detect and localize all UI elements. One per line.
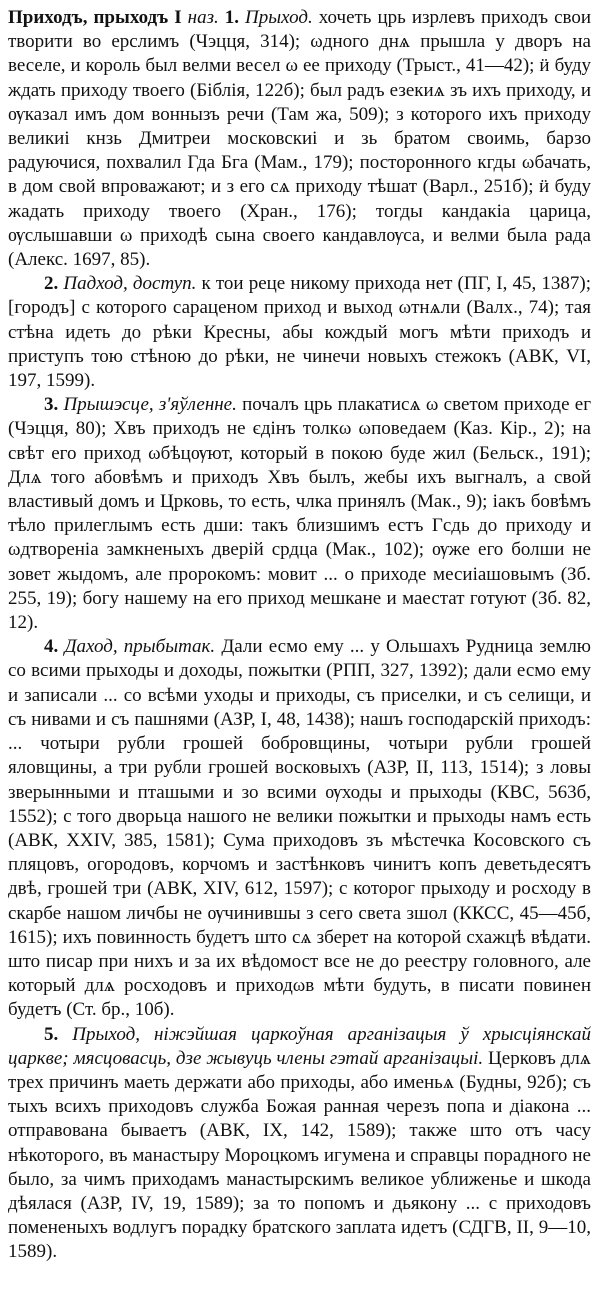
sense-3 [8,393,591,635]
entry-headword: Приходъ, прыходъ I [8,7,182,28]
sense-number: 3. [44,394,59,416]
sense-text: к тои реце никому прихода нет (ПГ, I, 45, 1387); [городъ] с которого сараценом приход и выход ωтнѧли (Валх., 74); тая стѣна идеть до рѣки Кресны, абы кождый могъ мѣти приходъ и приступъ тою стѣною до рѣки, не чинечи новыхъ стежокъ (АВК, VI, 197, 1599). [8,273,591,392]
sense-number: 2. [44,273,59,295]
sense-number: 4. [44,636,59,658]
sense-5 [8,1023,591,1265]
sense-gloss: Падход, доступ. [63,273,197,295]
sense-2 [8,272,591,393]
sense-gloss: Прыход, ніжэйшая царкоўная арганізацыя ў хрысціянскай царкве; мясцовасць, дзе жывуць члены гэтай арганізацыі. [8,1023,591,1069]
sense-number: 5. [44,1023,59,1045]
sense-text: Дали есмо ему ... у Ольшахъ Рудница землю со всими прыходы и доходы, пожытки (РПП, 327, 1392); дали есмо ему и записали ... со всѣми уходы и приходы, съ приселки, и съ селищи, и съ нивами и съ пашнями (АЗР, I, 48, 1438); нашъ господарскій приходъ: ... чотыри рубли грошей бобровщины, чотыри рубли грошей яловщины, а три рубли грошей восковыхъ (АЗР, II, 113, 1514); з ловы зверынными и пташыми и зо всими ѹходы и прыходы (КВС, 563б, 1552); с того дворьца нашого не велики пожытки и прыходы намъ есть (АВК, XXIV, 385, 1581); Сума приходовъ зъ мѣстечка Косовского съ пляцовъ, огородовъ, корчомъ и застѣнковъ чинитъ копъ деветьдесятъ двѣ, грошей три (АВК, XIV, 612, 1597); с которог прыходу и росходу в скарбе нашом личбы не ѹчинившы з сего света зшол (ККСС, 45—45б, 1615); ихъ повинность будетъ што сѧ зберет на которой схажцѣ вѣдати. што писар при нихъ и за их вѣдомост все не до реестру головного, але который длѧ росходовъ и приходωв мѣти будуть, в писати повинен будетъ (Ст. бр., 10б). [8,636,592,1021]
sense-text: почалъ црь плакатисѧ ω светом приходе ег (Чэцця, 80); Хвъ приходъ не єдінъ толкω ωповедаем (Каз. Кір., 2); на свѣт его приход ωбѣцѹют, который в покою буде жил (Бельск., 191); Длѧ того абовѣмъ и приходъ Хвъ былъ, жебы ихъ выгналъ, а свой властивый домъ и Црковь, то есть, члка принялъ (Мак., 9); іакъ бовѣмъ тѣло прилеглымъ есть дши: такъ близшимъ естъ Гсдь до приходу и ωдтвореніа замкненыхъ дверій срдца (Мак., 102); ѹже его болши не зовет жыдомъ, але пророкомъ: мовит ... о приходе месиіашовымъ (Зб. 255, 19); богу нашему на его приход мешкане и маестат готуют (Зб. 82, 12). [8,394,592,634]
sense-1 [8,6,591,272]
sense-4 [8,635,591,1022]
sense-gloss: Даход, прыбытак. [64,636,216,658]
sense-text: Церковъ длѧ трех причинъ маеть держати або приходы, або именьѧ (Будны, 92б); съ тыхъ всихъ приходовъ служба Божая ранная черезъ попа и діакона ... отправована бываетъ (АВК, IX, 142, 1589); также што отъ часу нѣкоторого, въ манастыру Мороцкомъ игумена и справцы порадного не было, за чимъ приходамъ манастырскимъ великое уближенье и шкода дѣялася (АЗР, IV, 19, 1589); за то попомъ и дьякону ... с приходовъ помененыхъ водлугъ порадку братского заплата идетъ (СДГВ, II, 9—10, 1589). [8,1047,592,1263]
sense-gloss: Прыход. [245,7,313,28]
sense-text: хочеть црь изрлевъ приходъ свои творити во ерслимъ (Чэцця, 314); ωдного днѧ прышла у дворъ на веселе, и король был велми весел ω ее приходу (Трыст., 41—42); ӥ буду ждать приходу твоего (Біблія, 122б); был радъ езекиѧ зъ ихъ приходу, и ѹказал имъ дом воннызъ речи (Там жа, 509); з которого ихъ приходу великиі кнзь Дмитреи московскиі и зь братом своимь, барзо радуючися, похвалил Гда Бга (Мам., 179); посторонного кгды ωбачать, в дом свой впроважают; и з его сѧ приходу тѣшат (Варл., 251б); ӥ буду жадать приходу твоего (Хран., 176); тогды кандакіа царица, ѹслышавши ω приходѣ сына своего кандавлѹса, и велми была рада (Алекс. 1697, 85). [8,7,592,271]
sense-gloss: Прышэсце, з'яўленне. [63,394,237,416]
entry-pos: наз. [187,7,219,28]
sense-number: 1. [224,7,240,28]
